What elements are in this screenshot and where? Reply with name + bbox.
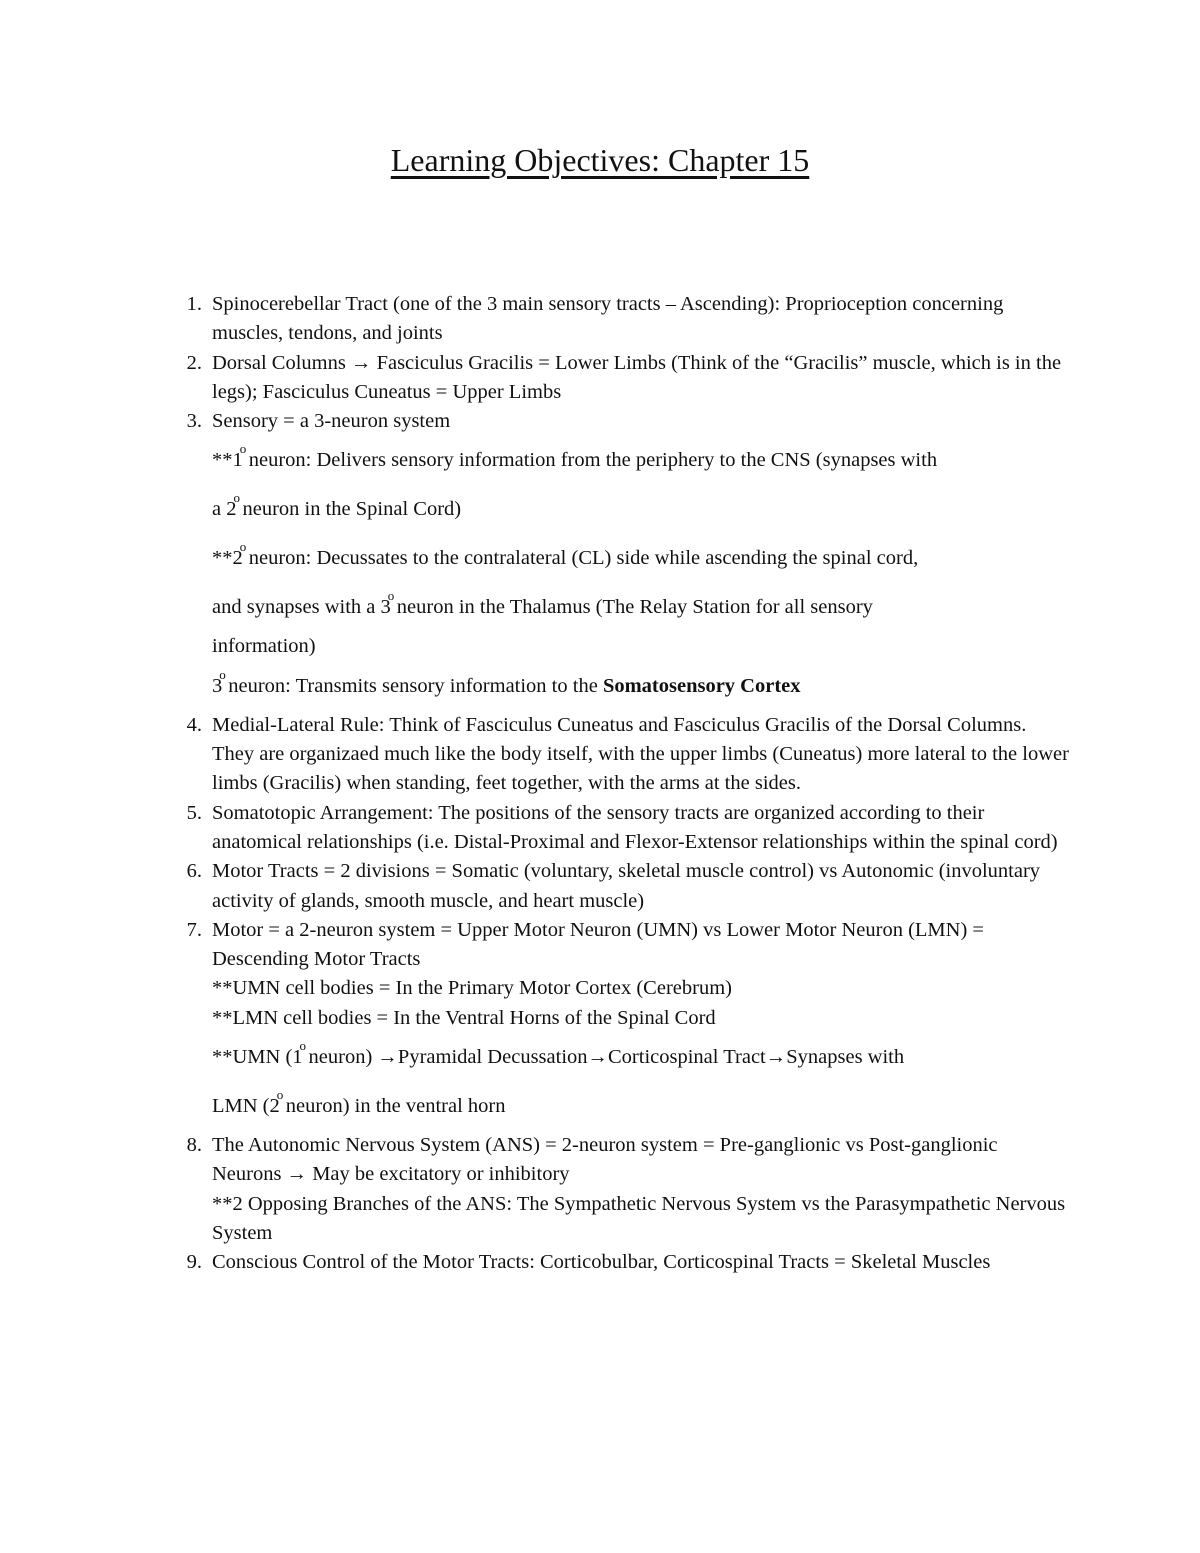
item-text: Motor Tracts = 2 divisions = Somatic (voluntary, skeletal muscle control) vs Autonomic (involuntary activity of glands, smooth muscle, and heart muscle) — [212, 860, 1041, 912]
second-order-neuron-cont: information) — [212, 635, 316, 658]
item-number: 7. — [186, 918, 202, 941]
list-item — [186, 349, 1072, 408]
list-item — [186, 857, 1072, 916]
item-text: Sensory = a 3-neuron system — [212, 410, 451, 433]
item-text: Medial-Lateral Rule: Think of Fasciculus Cuneatus and Fasciculus Gracilis of the Dorsal Columns. They are organizaed much like the body itself, with the upper limbs (Cuneatus) more lateral to the lower limbs (Gracilis) when standing, feet together, with the arms at the sides. — [212, 713, 1069, 795]
item-text: Motor = a 2-neuron system = Upper Motor Neuron (UMN) vs Lower Motor Neuron (LMN) = Descending Motor Tracts — [212, 918, 984, 971]
third-order-neuron: 3 o neuron: Transmits sensory information to the Somatosensory Cortex — [212, 666, 801, 697]
second-order-neuron: **2 o neuron: Decussates to the contralateral (CL) side while ascending the spinal cord, and synapses with a 3 o neuron in the Thalamus (The Relay Station for all sensory — [212, 539, 919, 619]
list-item — [186, 290, 1072, 349]
first-order-neuron: **1 o neuron: Delivers sensory information from the periphery to the CNS (synapses with a 2 o neuron in the Spinal Cord) — [212, 441, 938, 521]
list-item — [186, 711, 1072, 799]
item-number: 3. — [186, 410, 202, 433]
item-number: 8. — [186, 1134, 202, 1157]
ans-branches: **2 Opposing Branches of the ANS: The Sympathetic Nervous System vs the Parasympathetic Nervous System — [212, 1192, 1066, 1244]
item-number: 4. — [186, 713, 202, 736]
list-item — [186, 916, 1072, 1131]
item-text: Conscious Control of the Motor Tracts: Corticobulbar, Corticospinal Tracts = Skeletal Muscles — [212, 1251, 991, 1274]
item-number: 2. — [186, 351, 202, 374]
list-item — [186, 799, 1072, 858]
item-text: Spinocerebellar Tract (one of the 3 main sensory tracts – Ascending): Proprioception concerning muscles, tendons, and joints — [212, 293, 1004, 345]
bold-term: Somatosensory Cortex — [602, 674, 801, 697]
item-text: Dorsal Columns → Fasciculus Gracilis = Lower Limbs (Think of the “Gracilis” muscle, which is in the legs); Fasciculus Cuneatus = Upper Limbs — [212, 351, 1062, 403]
lmn-cell-bodies: **LMN cell bodies = In the Ventral Horns of the Spinal Cord — [212, 1006, 716, 1029]
list-item — [186, 407, 1072, 711]
item-number: 9. — [186, 1251, 202, 1274]
list-item — [186, 1131, 1072, 1248]
umn-cell-bodies: **UMN cell bodies = In the Primary Motor Cortex (Cerebrum) — [212, 977, 732, 1000]
page-title: Learning Objectives: Chapter 15 — [390, 142, 810, 178]
objectives-list — [186, 290, 1072, 1278]
list-item — [186, 1248, 1072, 1277]
item-number: 5. — [186, 801, 202, 824]
item-text: Somatotopic Arrangement: The positions of the sensory tracts are organized according to their anatomical relationships (i.e. Distal-Proximal and Flexor-Extensor relationships within the spinal cord) — [212, 801, 1058, 853]
item-number: 6. — [186, 860, 202, 883]
motor-pathway: **UMN (1 o neuron) →Pyramidal Decussation→Corticospinal Tract→Synapses with LMN (2 o neuron) in the ventral horn — [212, 1038, 905, 1118]
item-text: The Autonomic Nervous System (ANS) = 2-neuron system = Pre-ganglionic vs Post-ganglionic Neurons → May be excitatory or inhibitory — [212, 1134, 998, 1186]
item-number: 1. — [186, 293, 202, 315]
